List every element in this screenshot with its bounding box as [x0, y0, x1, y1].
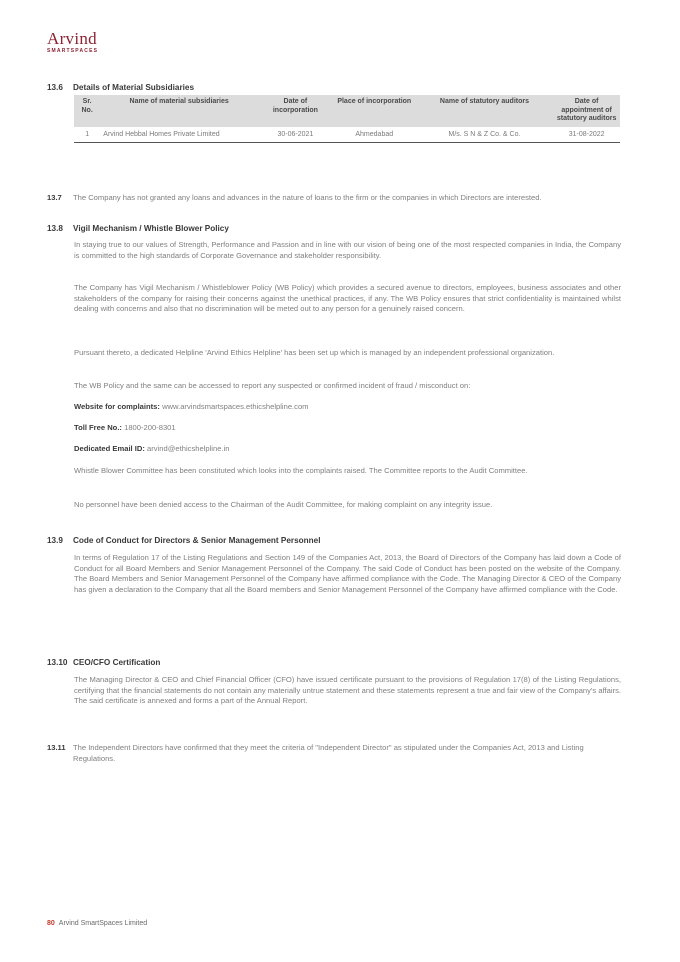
toll-free-label: Toll Free No.:	[74, 423, 122, 432]
section-number: 13.7	[47, 193, 62, 202]
logo-wordmark: Arvind	[47, 29, 97, 48]
cell-date-appointment: 31-08-2022	[553, 127, 620, 143]
section-13-7	[47, 193, 622, 204]
section-number: 13.8	[47, 224, 63, 233]
cell-sr-no: 1	[74, 127, 100, 143]
col-header-date-incorporation: Date of incorporation	[258, 95, 333, 127]
logo-tagline: SMARTSPACES	[47, 48, 99, 54]
section-title: CEO/CFO Certification	[73, 658, 161, 667]
col-header-name: Name of material subsidiaries	[100, 95, 258, 127]
page-number: 80	[47, 920, 55, 927]
cell-auditors: M/s. S N & Z Co. & Co.	[416, 127, 554, 143]
cell-name: Arvind Hebbal Homes Private Limited	[100, 127, 258, 143]
email-line	[74, 444, 229, 455]
table-header-row	[74, 95, 620, 127]
ceo-cfo-para: The Managing Director & CEO and Chief Financial Officer (CFO) have issued certificate pursuant to the provisions of Regulation 17(8) of the Listing Regulations, certifying that the financial statements do not contain any materially untrue statement and these statements represent a true and fair view of the Company's affairs. The said certificate is annexed and forms a part of the Annual Report.	[74, 675, 621, 706]
toll-free-line	[74, 423, 176, 434]
section-13-6-heading	[47, 83, 194, 92]
code-of-conduct-para: In terms of Regulation 17 of the Listing Regulations and Section 149 of the Companies Act, 2013, the Board of Directors of the Company has laid down a Code of Conduct for all Board Members and Senior Management Personnel of the Company. The said Code of Conduct has been posted on the website of the Company. The Board Members and Senior Management Personnel of the Company have affirmed compliance with the Code. The Managing Director & CEO of the Company has given a declaration to the Company that all the Board members and Senior Management Personnel of the Company have affirmed compliance with the Code.	[74, 553, 621, 594]
toll-free-value: 1800-200-8301	[124, 423, 176, 432]
vigil-para-1: In staying true to our values of Strength, Performance and Passion and in line with our vision of being one of the most respected companies in India, the Company is committed to the high standards of Corporate Governance and stakeholder responsibility.	[74, 240, 621, 260]
section-13-9-heading	[47, 536, 320, 545]
vigil-para-2: The Company has Vigil Mechanism / Whistleblower Policy (WB Policy) which provides a secured avenue to directors, employees, business associates and other stakeholders of the company for raising their concerns against the unethical practices, if any. The WB Policy ensures that strict confidentiality is maintained whilst dealing with concerns and also that no discrimination will be meted out to any person for a genuinely raised concern.	[74, 283, 621, 314]
vigil-para-3: Pursuant thereto, a dedicated Helpline 'Arvind Ethics Helpline' has been set up which is managed by an independent professional organization.	[74, 348, 555, 357]
col-header-date-appointment: Date of appointment of statutory auditors	[553, 95, 620, 127]
website-value[interactable]: www.arvindsmartspaces.ethicshelpline.com	[162, 402, 309, 411]
vigil-para-6: No personnel have been denied access to the Chairman of the Audit Committee, for making complaint on any integrity issue.	[74, 500, 493, 509]
section-text: The Independent Directors have confirmed that they meet the criteria of "Independent Director" as stipulated under the Companies Act, 2013 and Listing Regulations.	[73, 743, 584, 763]
section-number: 13.6	[47, 83, 63, 92]
vigil-para-5: Whistle Blower Committee has been constituted which looks into the complaints raised. The Committee reports to the Audit Committee.	[74, 466, 528, 475]
section-title: Code of Conduct for Directors & Senior Management Personnel	[73, 536, 321, 545]
cell-place-incorporation: Ahmedabad	[333, 127, 416, 143]
email-label: Dedicated Email ID:	[74, 444, 145, 453]
vigil-para-4: The WB Policy and the same can be accessed to report any suspected or confirmed incident of fraud / misconduct on:	[74, 381, 471, 390]
section-title: Vigil Mechanism / Whistle Blower Policy	[73, 224, 229, 233]
section-number: 13.11	[47, 743, 66, 752]
section-title: Details of Material Subsidiaries	[73, 83, 195, 92]
section-13-8-heading	[47, 224, 229, 233]
company-logo	[47, 30, 98, 54]
page-footer	[47, 920, 147, 927]
section-number: 13.10	[47, 658, 68, 667]
section-number: 13.9	[47, 536, 63, 545]
col-header-sr-no: Sr. No.	[74, 95, 100, 127]
section-13-11	[47, 743, 622, 764]
complaints-website-line	[74, 402, 309, 413]
material-subsidiaries-table	[74, 95, 620, 143]
col-header-place-incorporation: Place of incorporation	[333, 95, 416, 127]
website-label: Website for complaints:	[74, 402, 160, 411]
cell-date-incorporation: 30-06-2021	[258, 127, 333, 143]
section-13-10-heading	[47, 658, 160, 667]
email-value[interactable]: arvind@ethicshelpline.in	[147, 444, 230, 453]
section-text: The Company has not granted any loans and advances in the nature of loans to the firm or the companies in which Directors are interested.	[73, 193, 542, 202]
footer-company-name: Arvind SmartSpaces Limited	[58, 920, 148, 927]
col-header-auditors: Name of statutory auditors	[416, 95, 554, 127]
table-row	[74, 127, 620, 143]
